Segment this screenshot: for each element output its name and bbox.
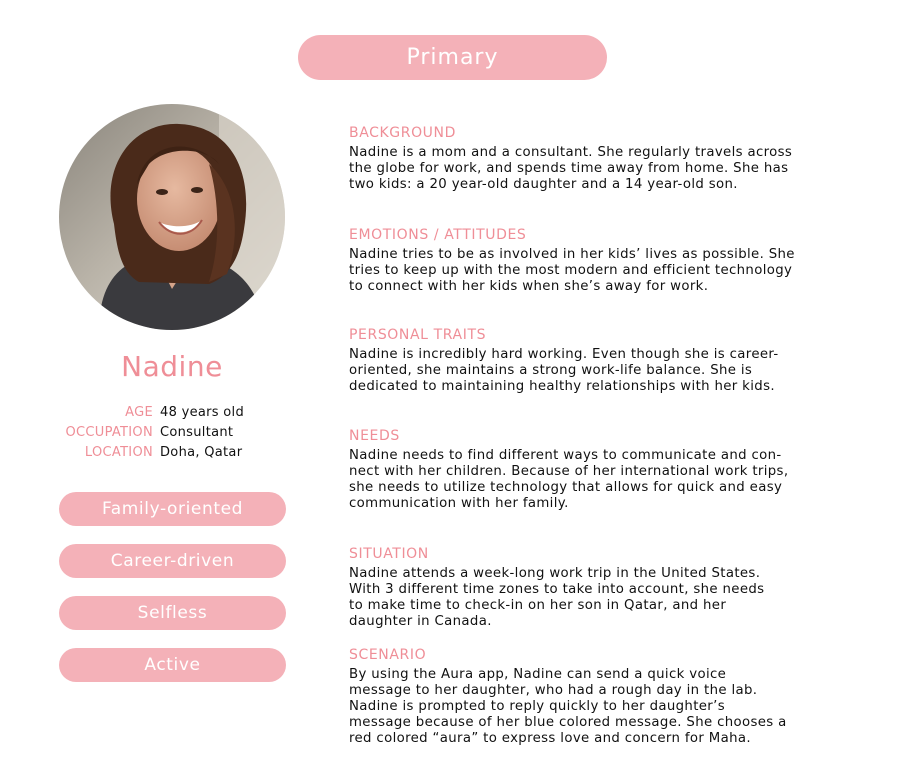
section-title: PERSONAL TRAITS: [349, 327, 487, 343]
section-body: Nadine is a mom and a consultant. She regularly travels across the globe for work, and spends time away from home. She has two kids: a 20 year-old daughter and a 14 year-old son.: [349, 145, 793, 192]
detail-value: 48 years old: [160, 404, 244, 420]
trait-tag-active: Active: [59, 648, 286, 682]
persona-name: Nadine: [121, 350, 223, 383]
detail-label: OCCUPATION: [65, 424, 153, 440]
section-body: Nadine is incredibly hard working. Even though she is career- oriented, she maintains a strong work-life balance. She is dedicated to maintaining healthy relationships with her kids.: [349, 347, 779, 394]
section-body: By using the Aura app, Nadine can send a quick voice message to her daughter, who had a rough day in the lab. Nadine is prompted to reply quickly to her daughter’s message because of her blue colored message. She chooses a red colored “aura” to express love and concern for Maha.: [349, 667, 787, 746]
section-title: NEEDS: [349, 428, 400, 444]
section-background: [349, 125, 869, 193]
section-title: SCENARIO: [349, 647, 427, 663]
persona-type-badge: Primary: [298, 35, 607, 80]
trait-tag-career-driven: Career-driven: [59, 544, 286, 578]
section-title: SITUATION: [349, 546, 429, 562]
section-body: Nadine needs to find different ways to communicate and con- nect with her children. Because of her international work trips, she needs to utilize technology that allows for quick and easy communication with her family.: [349, 448, 789, 511]
section-body: Nadine tries to be as involved in her kids’ lives as possible. She tries to keep up with the most modern and efficient technology to connect with her kids when she’s away for work.: [349, 247, 795, 294]
detail-row-occupation: [20, 422, 300, 442]
avatar: [59, 104, 285, 330]
section-scenario: [349, 647, 869, 747]
detail-value: Consultant: [160, 424, 234, 440]
section-personal-traits: [349, 327, 869, 395]
section-needs: [349, 428, 869, 512]
detail-value: Doha, Qatar: [160, 444, 243, 460]
section-body: Nadine attends a week-long work trip in the United States. With 3 different time zones to take into account, she needs to make time to check-in on her son in Qatar, and her daughter in Canada.: [349, 566, 765, 629]
section-emotions-attitudes: [349, 227, 869, 295]
detail-label: LOCATION: [84, 444, 153, 460]
trait-tag-family-oriented: Family-oriented: [59, 492, 286, 526]
trait-tag-selfless: Selfless: [59, 596, 286, 630]
detail-label: AGE: [125, 404, 153, 420]
section-title: BACKGROUND: [349, 125, 456, 141]
section-situation: [349, 546, 869, 630]
persona-details: [20, 402, 300, 462]
detail-row-location: [20, 442, 300, 462]
detail-row-age: [20, 402, 300, 422]
portrait-photo: [59, 104, 285, 330]
section-title: EMOTIONS / ATTITUDES: [349, 227, 527, 243]
